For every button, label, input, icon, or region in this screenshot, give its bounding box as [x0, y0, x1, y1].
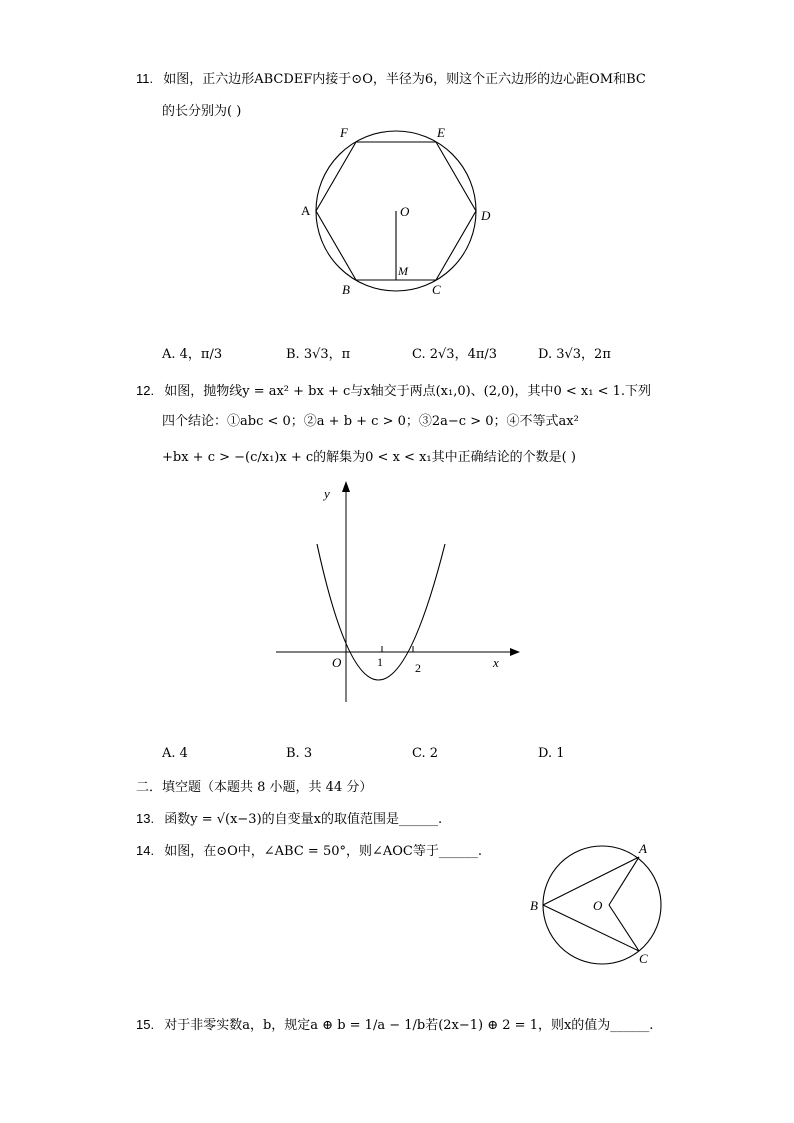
question-number: 14.	[136, 843, 155, 858]
question-text: 如图，在⊙O中，∠ABC = 50°，则∠AOC等于______.	[164, 844, 483, 859]
label-B: B	[342, 282, 350, 297]
q12-line1	[136, 380, 651, 399]
label-A: A	[301, 203, 311, 218]
q14-line	[136, 840, 482, 859]
parabola-graph	[270, 476, 530, 708]
y-axis-arrow	[342, 481, 350, 492]
section-heading: 二．填空题（本题共 8 小题，共 44 分）	[136, 780, 373, 795]
q12-option-d[interactable]: D. 1	[538, 746, 565, 761]
q12-option-a[interactable]: A. 4	[162, 746, 188, 761]
question-number: 11.	[136, 71, 154, 86]
x-label: x	[493, 655, 499, 670]
q12-option-c[interactable]: C. 2	[412, 746, 439, 761]
label-A: A	[639, 841, 647, 856]
q11-line2: 的长分别为( )	[162, 104, 242, 119]
label-B: B	[530, 898, 538, 913]
label-M: M	[398, 264, 408, 278]
label-F: F	[340, 125, 348, 140]
q11-option-a[interactable]: A. 4，π/3	[162, 347, 223, 362]
tick-label-2: 2	[415, 661, 421, 675]
y-label: y	[324, 486, 330, 501]
q12-option-b[interactable]: B. 3	[286, 746, 313, 761]
origin-label: O	[332, 655, 342, 670]
question-text: 如图，抛物线y = ax² + bx + c与x轴交于两点(x₁,0)、(2,0)，其中0 < x₁ < 1.下列	[164, 384, 652, 399]
label-O: O	[400, 204, 410, 219]
label-E: E	[437, 125, 445, 140]
q11-option-d[interactable]: D. 3√3，2π	[538, 347, 611, 362]
question-text: 函数y = √(x−3)的自变量x的取值范围是______.	[164, 812, 443, 827]
x-axis-arrow	[510, 648, 520, 656]
tick-label-1: 1	[377, 655, 383, 669]
question-number: 12.	[136, 383, 155, 398]
q12-line2: 四个结论：①abc < 0；②a + b + c > 0；③2a−c > 0；④不等式ax²	[162, 414, 579, 429]
question-text: 如图，正六边形ABCDEF内接于⊙O，半径为6，则这个正六边形的边心距OM和BC	[163, 72, 646, 87]
question-text: 对于非零实数a，b，规定a ⊕ b = 1/a − 1/b若(2x−1) ⊕ 2 = 1，则x的值为______.	[164, 1018, 654, 1033]
label-C: C	[639, 951, 648, 966]
q11-option-c[interactable]: C. 2√3，4π/3	[412, 347, 498, 362]
q13-line	[136, 808, 442, 827]
question-number: 15.	[136, 1017, 155, 1032]
question-number: 13.	[136, 811, 155, 826]
label-D: D	[481, 208, 491, 223]
q11-line1	[136, 68, 646, 87]
q12-line3: +bx + c > −(c/x₁)x + c的解集为0 < x < x₁其中正确结论的个数是( )	[162, 450, 576, 465]
label-C: C	[432, 282, 441, 297]
q11-option-b[interactable]: B. 3√3，π	[286, 347, 351, 362]
hexagon-figure	[290, 120, 510, 305]
label-O: O	[593, 898, 603, 913]
q15-line	[136, 1014, 653, 1033]
circle-angle-figure	[525, 838, 665, 970]
